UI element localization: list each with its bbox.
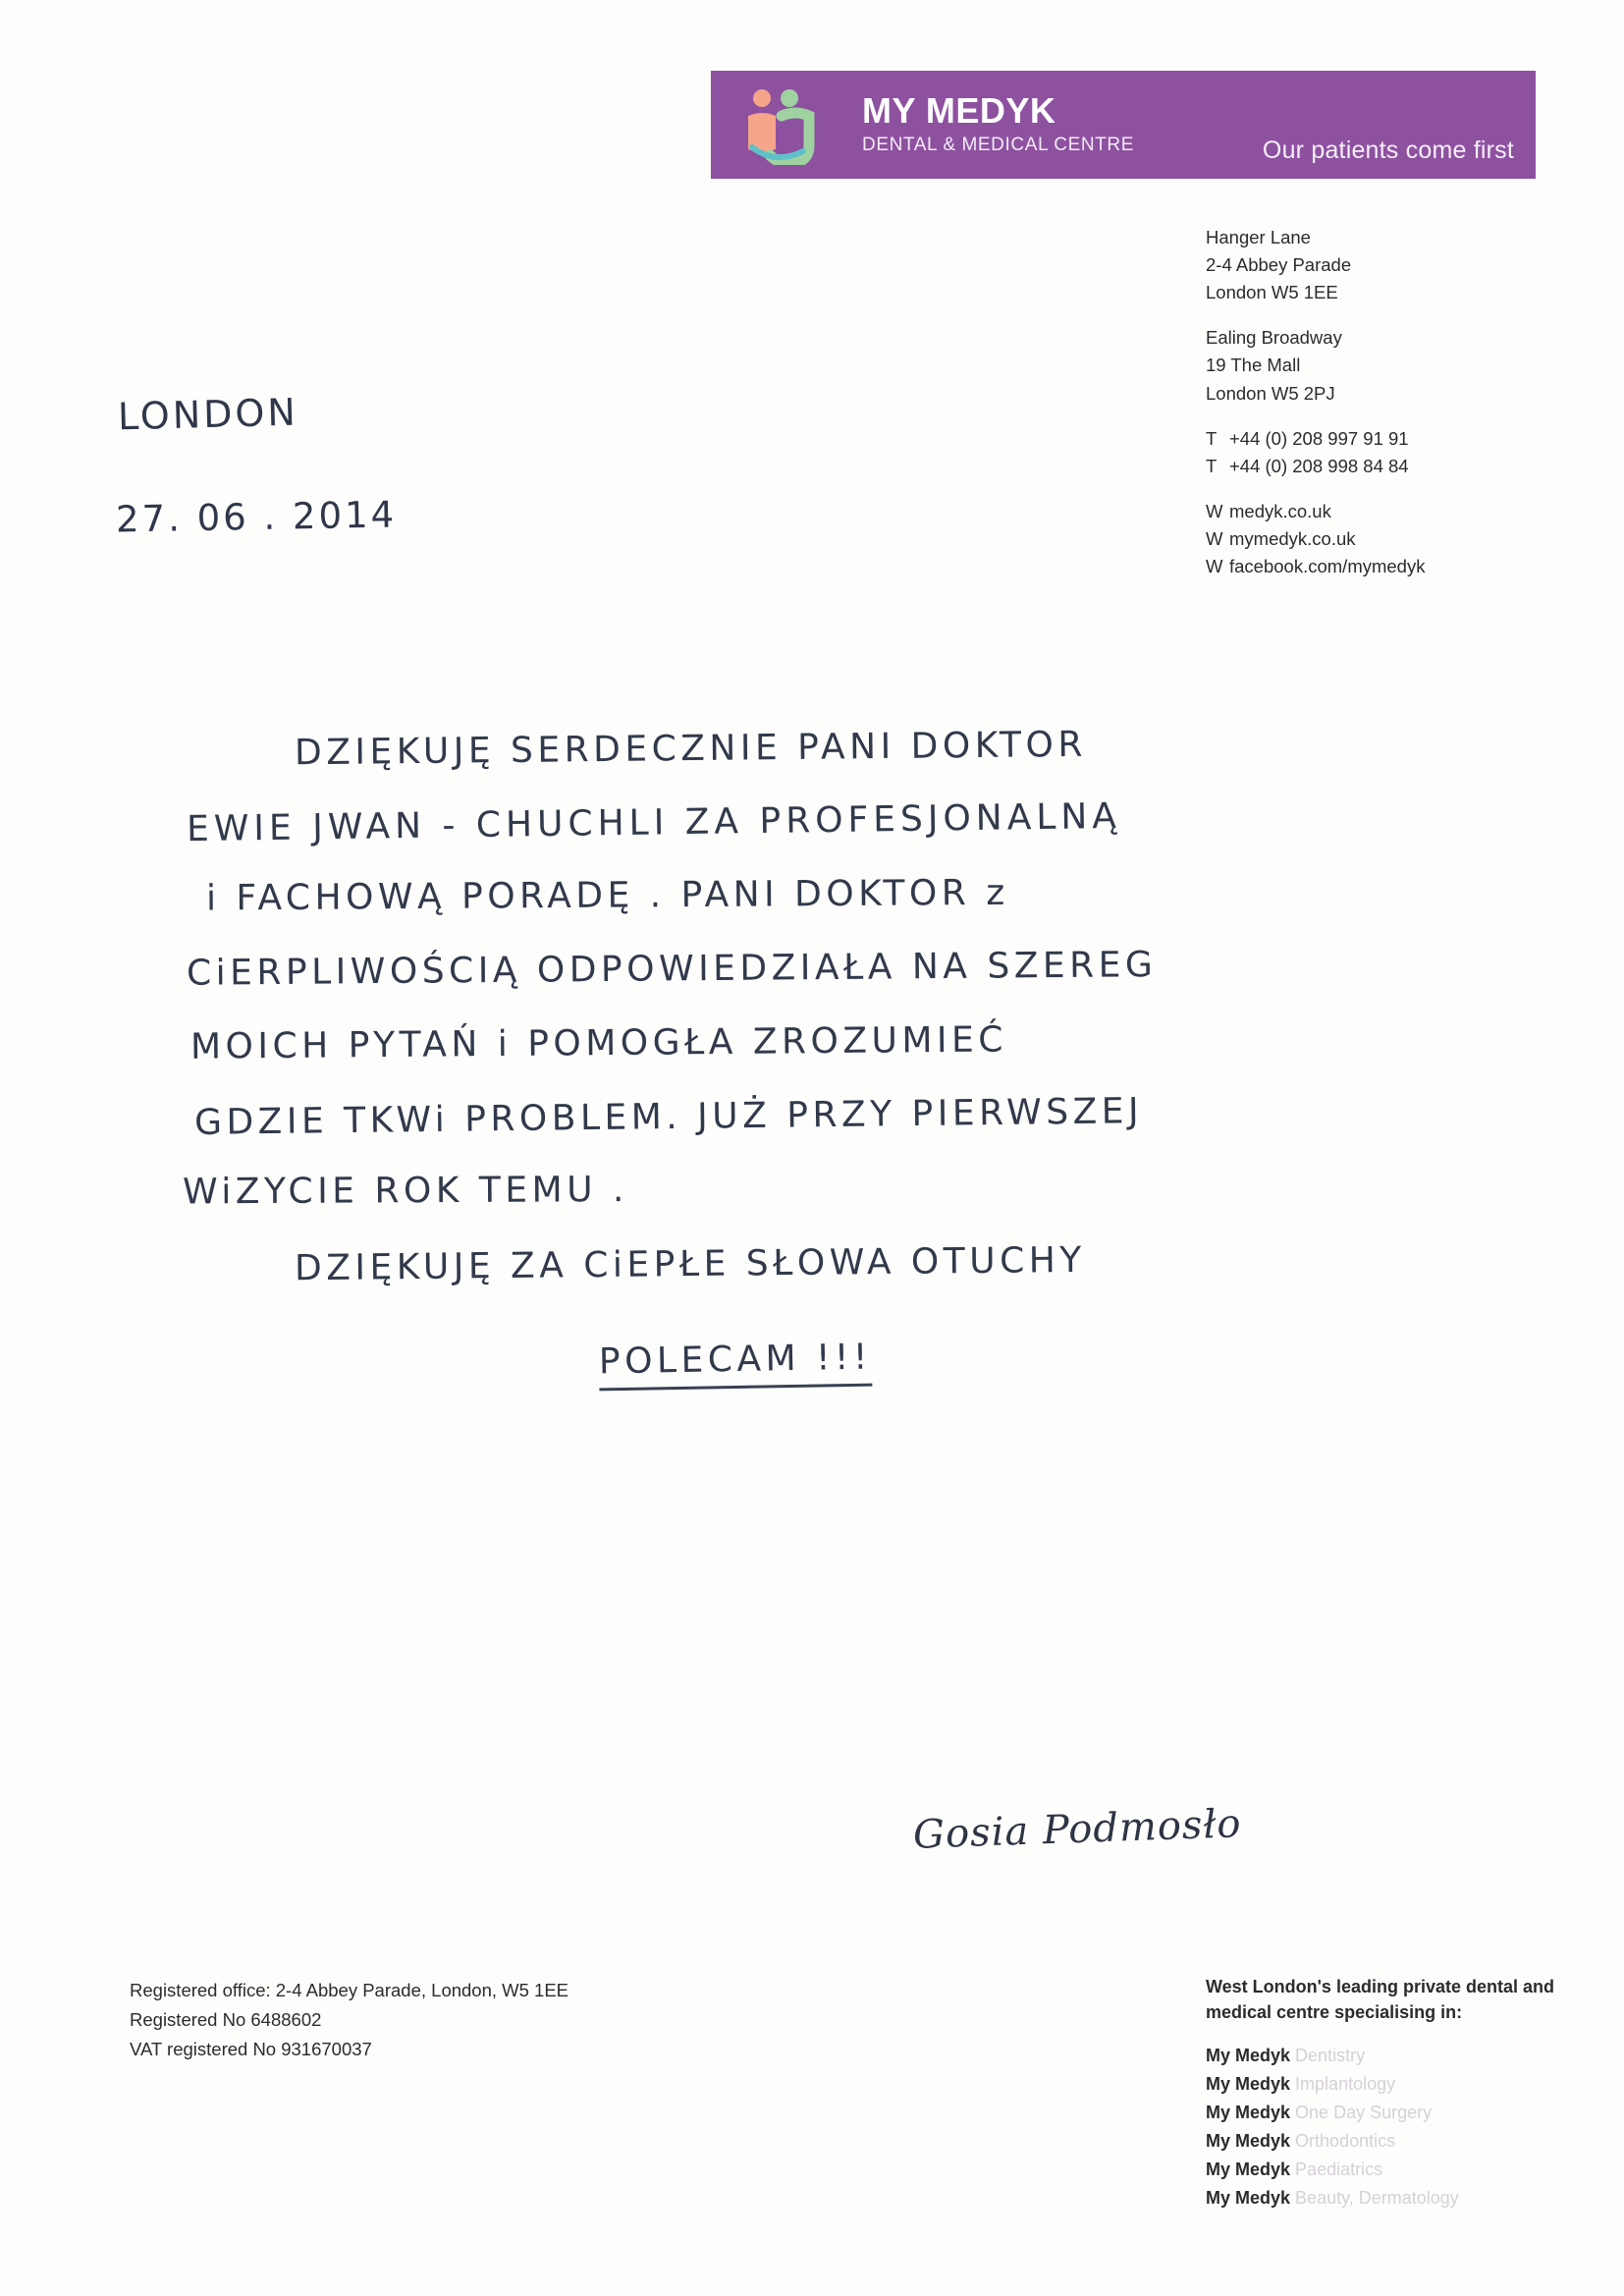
service-item [1206, 2185, 1598, 2212]
telephone-icon: T [1206, 427, 1218, 449]
footer-line: VAT registered No 931670037 [130, 2038, 372, 2059]
handwritten-date: 27. 06 . 2014 [115, 493, 398, 541]
service-brand: My Medyk [1206, 2074, 1291, 2095]
web-links [1206, 498, 1579, 580]
footer-services [1206, 1974, 1598, 2214]
service-name: Orthodontics [1295, 2131, 1396, 2152]
handwritten-line: WiZYCIE ROK TEMU . [182, 1170, 628, 1213]
phone-value: +44 (0) 208 997 91 91 [1229, 427, 1409, 449]
service-brand: My Medyk [1206, 2046, 1291, 2066]
tagline: Our patients come first [1262, 137, 1514, 164]
handwritten-line-underlined: POLECAM !!! [599, 1338, 873, 1392]
service-brand: My Medyk [1206, 2159, 1291, 2180]
handwritten-letter-body [177, 724, 1473, 1422]
web-icon: W [1206, 556, 1223, 577]
my-medyk-logo-icon [738, 86, 833, 165]
handwritten-line: DZIĘKUJĘ ZA CiEPŁE SŁOWA OTUCHY [294, 1239, 1086, 1289]
handwritten-line: EWIE JWAN - CHUCHLI ZA PROFESJONALNĄ [186, 795, 1122, 850]
service-name: Paediatrics [1295, 2159, 1383, 2180]
telephone-icon: T [1206, 455, 1218, 476]
address-line: 2-4 Abbey Parade [1206, 254, 1352, 276]
logo-container [711, 71, 858, 179]
address-ealing-broadway [1206, 324, 1579, 407]
brand-block [862, 90, 1135, 156]
address-hanger-lane [1206, 224, 1579, 306]
address-line: 19 The Mall [1206, 355, 1301, 376]
service-name: Implantology [1295, 2074, 1396, 2095]
letterhead-banner [711, 71, 1536, 179]
phone-line [1206, 453, 1579, 480]
address-line: London W5 2PJ [1206, 382, 1335, 404]
web-value[interactable]: facebook.com/mymedyk [1229, 556, 1426, 577]
phone-numbers [1206, 425, 1579, 480]
handwritten-line: CiERPLIWOŚCIĄ ODPOWIEDZIAŁA NA SZEREG [186, 945, 1158, 994]
address-line: London W5 1EE [1206, 282, 1338, 303]
footer-line: Registered No 6488602 [130, 2008, 322, 2030]
phone-value: +44 (0) 208 998 84 84 [1229, 455, 1409, 476]
phone-line [1206, 425, 1579, 453]
brand-name: MY MEDYK [862, 90, 1056, 131]
service-name: Dentistry [1295, 2046, 1366, 2066]
brand-subtitle: DENTAL & MEDICAL CENTRE [862, 135, 1135, 155]
web-icon: W [1206, 527, 1223, 549]
web-value[interactable]: medyk.co.uk [1229, 500, 1331, 521]
web-icon: W [1206, 500, 1223, 521]
service-name: Beauty, Dermatology [1295, 2188, 1459, 2209]
footer-services-heading: West London's leading private dental and medical centre specialising in: [1206, 1977, 1554, 2023]
web-value[interactable]: mymedyk.co.uk [1229, 527, 1356, 549]
service-item [1206, 2157, 1598, 2183]
web-line [1206, 525, 1579, 553]
handwritten-signature: Gosia Podmosło [912, 1801, 1243, 1858]
service-item [1206, 2043, 1598, 2069]
service-brand: My Medyk [1206, 2131, 1291, 2152]
address-line: Ealing Broadway [1206, 327, 1342, 349]
handwritten-line: i FACHOWĄ PORADĘ . PANI DOKTOR z [205, 872, 1009, 919]
footer-line: Registered office: 2-4 Abbey Parade, London, W5 1EE [130, 1980, 569, 2000]
handwritten-line: DZIĘKUJĘ SERDECZNIE PANI DOKTOR [294, 724, 1088, 774]
footer-registration-info [130, 1976, 568, 2064]
service-item [1206, 2128, 1598, 2155]
service-item [1206, 2071, 1598, 2098]
handwritten-line: GDZIE TKWi PROBLEM. JUŻ PRZY PIERWSZEJ [193, 1091, 1144, 1143]
handwritten-line: MOICH PYTAŃ i POMOGŁA ZROZUMIEĆ [189, 1019, 1008, 1067]
web-line [1206, 498, 1579, 525]
contact-details [1206, 224, 1579, 598]
web-line [1206, 553, 1579, 580]
handwritten-place: LONDON [117, 390, 299, 439]
service-name: One Day Surgery [1295, 2103, 1433, 2123]
address-line: Hanger Lane [1206, 227, 1311, 247]
service-brand: My Medyk [1206, 2188, 1291, 2209]
service-item [1206, 2100, 1598, 2126]
service-brand: My Medyk [1206, 2103, 1291, 2123]
